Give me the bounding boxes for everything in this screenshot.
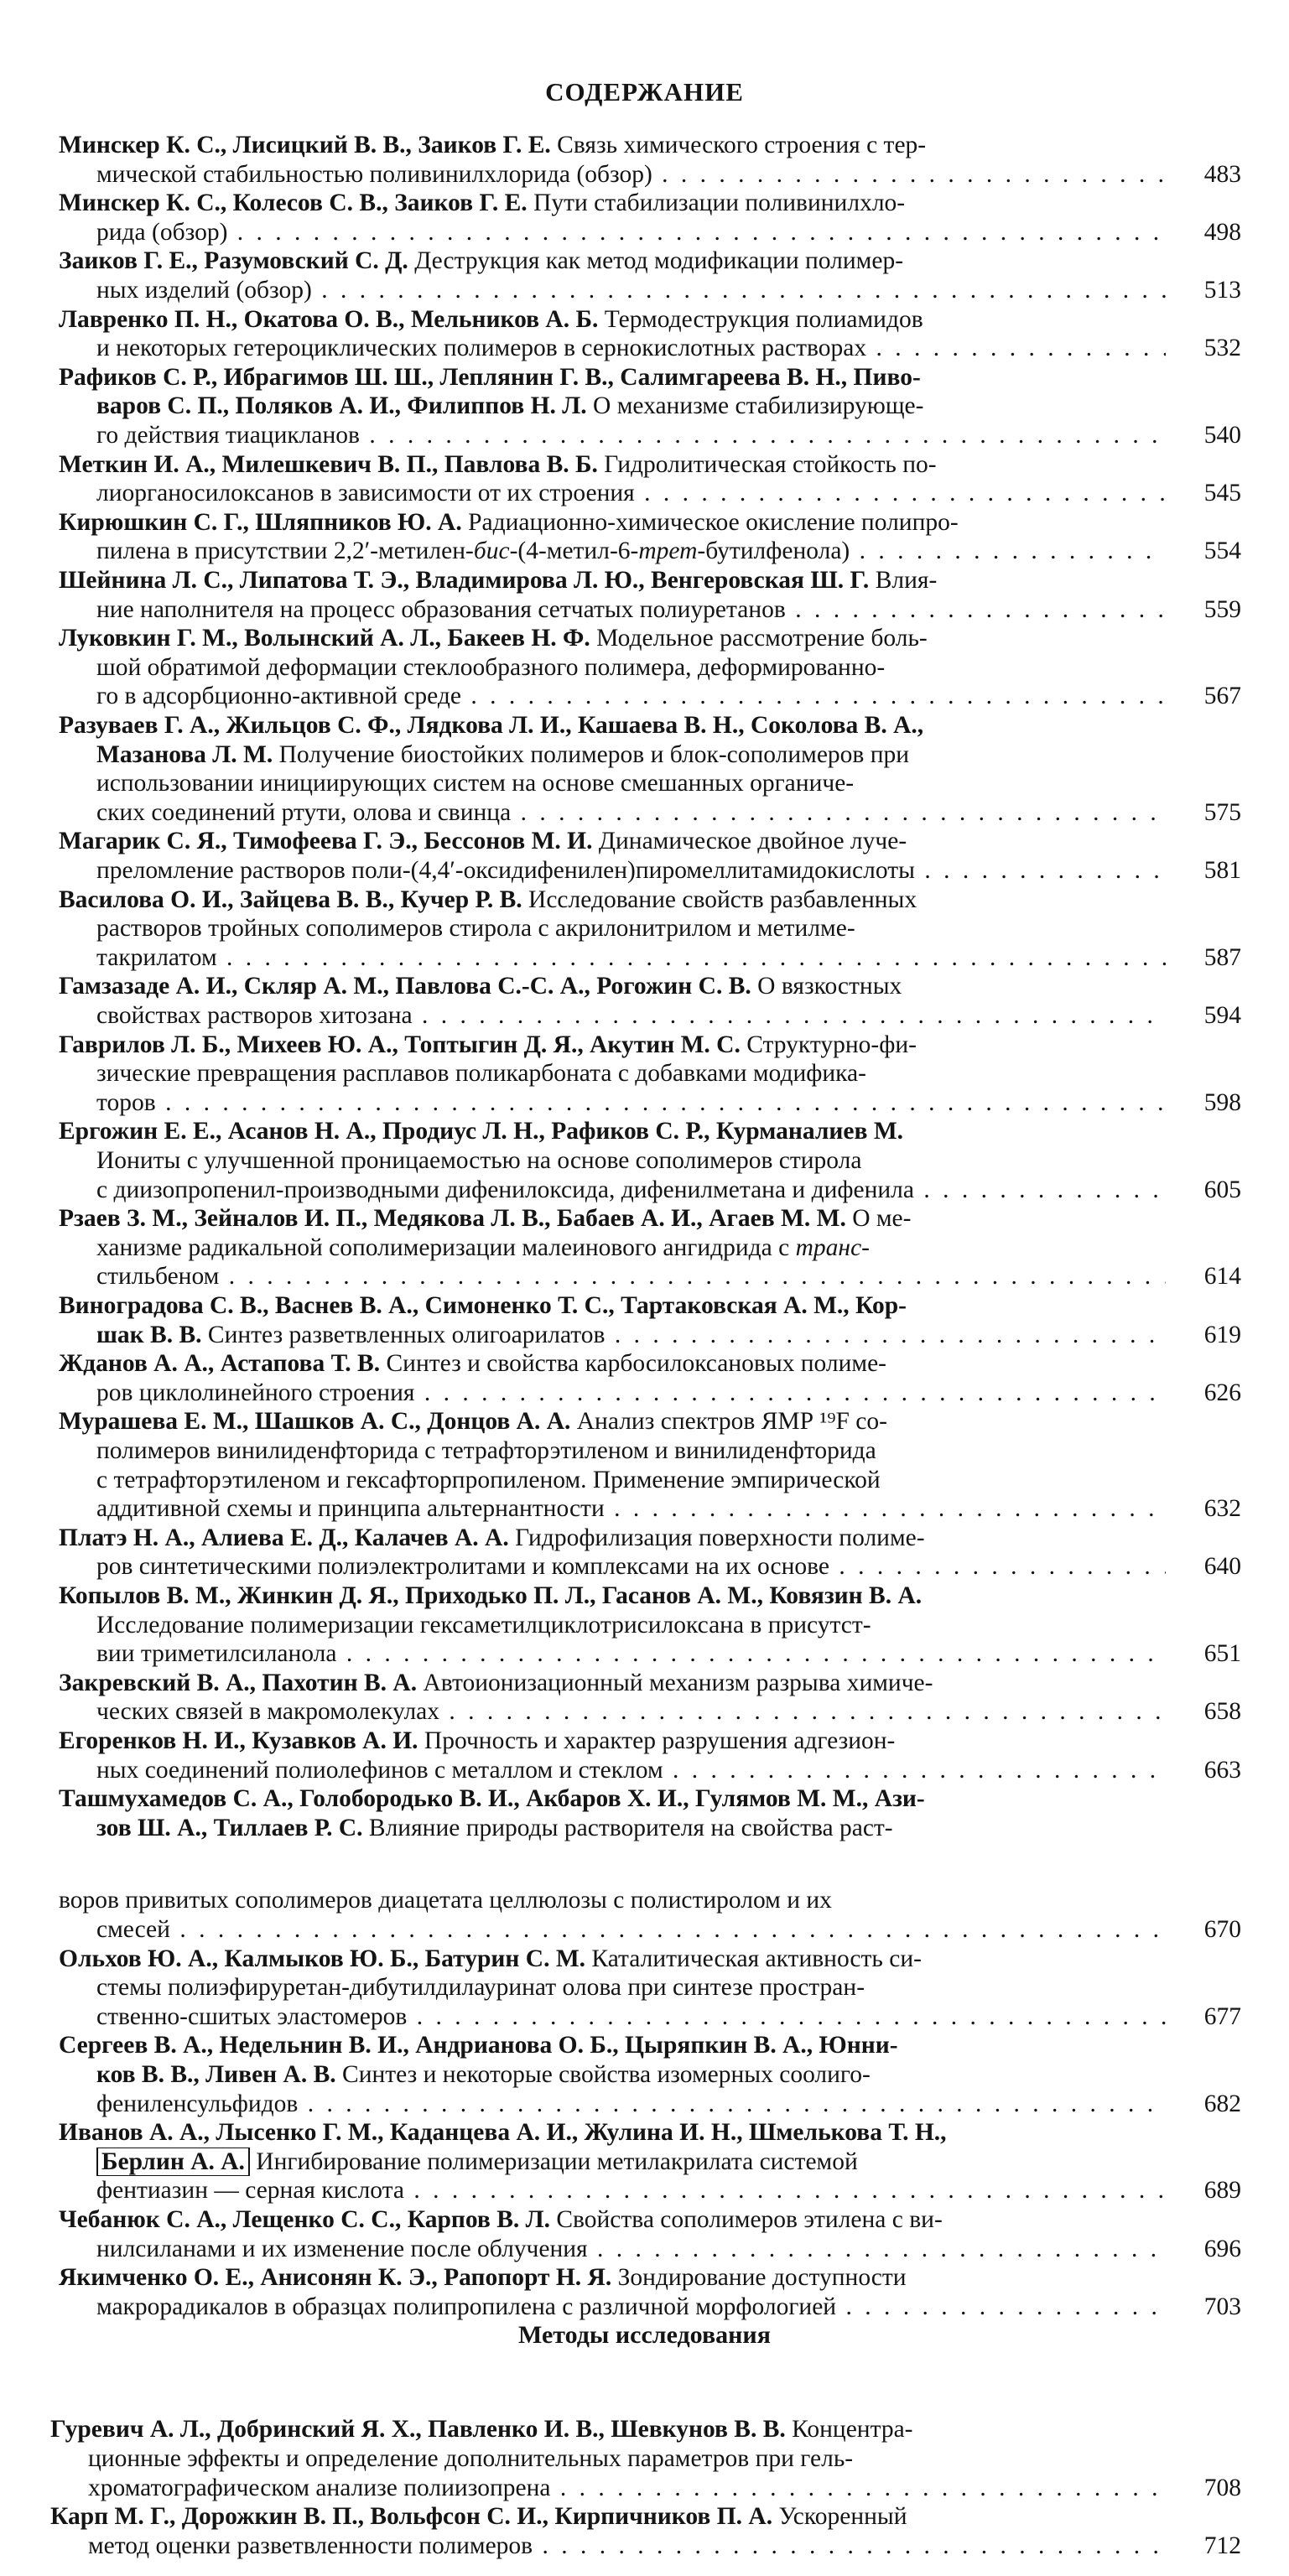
toc-line: [96, 1973, 1166, 2002]
toc-line: [88, 2532, 1166, 2560]
toc-page-number: 689: [1203, 2177, 1241, 2204]
toc-title-text: Исследование полимеризации гексаметилциклотрисилоксана в присутст-: [96, 1612, 871, 1639]
toc-line: [59, 305, 1166, 334]
toc-line: [59, 1784, 1166, 1813]
toc-line: [59, 2205, 1166, 2234]
toc-line: [96, 1233, 1166, 1262]
toc-line: [96, 2002, 1166, 2031]
toc-authors: Гамзазаде А. И., Скляр А. М., Павлова С.-С. А., Рогожин С. В.: [59, 973, 751, 1000]
toc-page-number: 640: [1203, 1553, 1241, 1580]
toc-authors: Рзаев З. М., Зейналов И. П., Медякова Л. В., Бабаев А. И., Агаев М. М.: [59, 1205, 846, 1232]
toc-title-text: мической стабильностью поливинилхлорида (обзор): [96, 161, 652, 188]
toc-title-text: Влияние природы растворителя на свойства раст-: [362, 1815, 893, 1841]
toc-authors: Жданов А. А., Астапова Т. В.: [59, 1350, 381, 1377]
toc-page-number: 632: [1203, 1495, 1241, 1522]
toc-line: [59, 1117, 1166, 1145]
toc-title-text: стемы полиэфируретан-дибутилдилауринат олова при синтезе простран-: [96, 1974, 865, 2001]
toc-authors: Сергеев В. А., Недельнин В. И., Андрианова О. Б., Цыряпкин В. А., Юнни-: [59, 2032, 898, 2059]
toc-title-text: го в адсорбционно-активной среде: [96, 683, 461, 709]
toc-line: [59, 1727, 1166, 1755]
toc-page-number: 670: [1203, 1916, 1241, 1943]
toc-line: [96, 2148, 1166, 2176]
toc-page-number: 703: [1203, 2293, 1241, 2320]
toc-title-text: Модельное рассмотрение боль-: [590, 625, 928, 652]
toc-line: [96, 218, 1166, 247]
toc-authors: Минскер К. С., Лисицкий В. В., Заиков Г. Е.: [59, 132, 551, 158]
toc-line: [59, 1204, 1166, 1233]
toc-line: [96, 798, 1166, 827]
section-heading: Методы исследования: [518, 2321, 771, 2349]
toc-authors: Чебанюк С. А., Лещенко С. С., Карпов В. Л.: [59, 2206, 550, 2233]
toc-page-number: 696: [1203, 2236, 1241, 2262]
toc-authors: Мазанова Л. М.: [96, 741, 273, 768]
toc-title-text: с тетрафторэтиленом и гексафторпропиленом. Применение эмпирической: [96, 1467, 881, 1493]
toc-line: [96, 1379, 1166, 1407]
toc-line: [96, 2176, 1166, 2205]
toc-title-text: растворов тройных сополимеров стирола с акрилонитрилом и метилме-: [96, 915, 855, 942]
toc-line: [59, 189, 1166, 217]
toc-title-text: ных соединений полиолефинов с металлом и стеклом: [96, 1757, 663, 1784]
toc-authors: Егоренков Н. И., Кузавков А. И.: [59, 1727, 418, 1754]
toc-title-text: ханизме радикальной сополимеризации малеинового ангидрида с: [96, 1234, 796, 1261]
toc-page-number: 575: [1203, 799, 1241, 826]
toc-authors: Луковкин Г. М., Волынский А. Л., Бакеев Н. Ф.: [59, 625, 590, 652]
toc-title-text: Радиационно-химическое окисление полипро-: [461, 509, 959, 536]
toc-authors: Карп М. Г., Дорожкин В. П., Вольфсон С. И., Кирпичников П. А.: [50, 2503, 773, 2530]
toc-authors: Заиков Г. Е., Разумовский С. Д.: [59, 247, 408, 274]
toc-title-text: ние наполнителя на процесс образования сетчатых полиуретанов: [96, 596, 786, 623]
toc-line: [59, 1407, 1166, 1436]
toc-title-text: -: [861, 1234, 870, 1261]
toc-line: [96, 1436, 1166, 1465]
toc-page-number: 581: [1203, 857, 1241, 884]
toc-authors: Ергожин Е. Е., Асанов Н. А., Продиус Л. Н., Рафиков С. Р., Курманалиев М.: [59, 1118, 904, 1145]
toc-authors: Якимченко О. Е., Анисонян К. Э., Рапопорт Н. Я.: [59, 2264, 612, 2291]
toc-line: [59, 1945, 1166, 1973]
toc-line: [96, 421, 1166, 449]
toc-authors: Ольхов Ю. А., Калмыков Ю. Б., Батурин С. М.: [59, 1945, 586, 1972]
toc-title-text: Синтез и свойства карбосилоксановых полиме-: [380, 1350, 887, 1377]
toc-page-number: 708: [1203, 2475, 1241, 2501]
toc-line: [96, 1059, 1166, 1088]
toc-page-number: 626: [1203, 1379, 1241, 1406]
toc-line: [96, 2235, 1166, 2263]
toc-line: [96, 1915, 1166, 1944]
toc-authors: шак В. В.: [96, 1322, 202, 1348]
toc-authors: Гаврилов Л. Б., Михеев Ю. А., Топтыгин Д. Я., Акутин М. С.: [59, 1031, 741, 1058]
toc-line: [59, 363, 1166, 392]
toc-title-text: фениленсульфидов: [96, 2090, 299, 2117]
toc-title-text: О механизме стабилизирующе-: [586, 392, 924, 419]
toc-line: [96, 1697, 1166, 1726]
toc-line: [59, 247, 1166, 275]
toc-page-number: 554: [1203, 538, 1241, 564]
toc-line: [59, 1581, 1166, 1610]
toc-title-text: с диизопропенил-производными дифенилоксида, дифенилметана и дифенила: [96, 1176, 914, 1203]
toc-page-number: 483: [1203, 161, 1241, 188]
toc-authors: Минскер К. С., Колесов С. В., Заиков Г. Е.: [59, 190, 528, 216]
toc-line: [96, 1756, 1166, 1784]
toc-page-number: 545: [1203, 480, 1241, 506]
toc-title-text: го действия тиацикланов: [96, 422, 360, 449]
toc-line: [96, 479, 1166, 507]
toc-line: [59, 450, 1166, 479]
toc-authors: варов С. П., Поляков А. И., Филиппов Н. Л.: [96, 392, 587, 419]
toc-title-text: ров циклолинейного строения: [96, 1379, 415, 1406]
toc-line: [96, 1321, 1166, 1349]
toc-page-number: 559: [1203, 596, 1241, 623]
toc-title-text: О вязкостных: [751, 973, 902, 1000]
toc-title-text: лиорганосилоксанов в зависимости от их строения: [96, 480, 635, 506]
toc-page-number: 619: [1203, 1322, 1241, 1348]
toc-title-text: Свойства сополимеров этилена с ви-: [549, 2206, 943, 2233]
toc-line: [59, 2031, 1166, 2059]
toc-page-number: 587: [1203, 944, 1241, 971]
toc-line: [59, 1669, 1166, 1697]
toc-title-text: ственно-сшитых эластомеров: [96, 2003, 408, 2030]
toc-title-text: фентиазин — серная кислота: [96, 2177, 405, 2204]
toc-authors: Василова О. И., Зайцева В. В., Кучер Р. В.: [59, 886, 522, 913]
toc-title-text: и некоторых гетероциклических полимеров в сернокислотных растворах: [96, 335, 867, 361]
toc-line: [59, 566, 1166, 595]
toc-title-text: макрорадикалов в образцах полипропилена с различной морфологией: [96, 2293, 837, 2320]
toc-authors: Копылов В. М., Жинкин Д. Я., Приходько П. Л., Гасанов А. М., Ковязин В. А.: [59, 1582, 923, 1609]
toc-authors: Закревский В. А., Пахотин В. А.: [59, 1670, 418, 1696]
toc-line: [96, 1001, 1166, 1030]
toc-title-text: транс: [795, 1234, 862, 1261]
toc-line: [96, 1466, 1166, 1494]
toc-title-text: -бутилфенола): [697, 538, 850, 564]
toc-line: [96, 392, 1166, 420]
toc-authors: Рафиков С. Р., Ибрагимов Ш. Ш., Леплянин Г. В., Салимгареева В. Н., Пиво-: [59, 364, 921, 391]
toc-authors: Ташмухамедов С. А., Голобородько В. И., Акбаров Х. И., Гулямов М. М., Ази-: [59, 1785, 925, 1812]
toc-line: [96, 769, 1166, 797]
toc-page-number: 712: [1203, 2532, 1241, 2559]
toc-line: [96, 682, 1166, 710]
toc-line: [96, 914, 1166, 943]
toc-authors: Иванов А. А., Лысенко Г. М., Каданцева А. И., Жулина И. Н., Шмелькова Т. Н.,: [59, 2119, 947, 2146]
toc-line: [96, 1639, 1166, 1668]
toc-title-text: Анализ спектров ЯМР ¹⁹F со-: [570, 1408, 887, 1435]
toc-authors: Меткин И. А., Милешкевич В. П., Павлова В. Б.: [59, 451, 598, 478]
toc-title-text: Прочность и характер разрушения адгезион-: [418, 1727, 896, 1754]
toc-line: [96, 334, 1166, 362]
toc-page-number: 677: [1203, 2003, 1241, 2030]
toc-line: [96, 1262, 1166, 1291]
toc-line: [96, 276, 1166, 304]
toc-title-text: Гидрофилизация поверхности полиме-: [508, 1524, 925, 1551]
toc-line: [59, 1524, 1166, 1552]
toc-title-text: зические превращения расплавов поликарбоната с добавками модифика-: [96, 1060, 866, 1087]
toc-authors: Разуваев Г. А., Жильцов С. Ф., Лядкова Л. И., Кашаева В. Н., Соколова В. А.,: [59, 712, 924, 739]
page-title: СОДЕРЖАНИЕ: [545, 77, 744, 106]
toc-title-text: смесей: [96, 1916, 170, 1943]
toc-line: [59, 827, 1166, 855]
toc-line: [50, 2502, 1166, 2531]
toc-title-text: воров привитых сополимеров диацетата целлюлозы с полистиролом и их: [59, 1887, 832, 1914]
toc-line: [59, 2118, 1166, 2147]
toc-line: [96, 595, 1166, 624]
toc-title-text: полимеров винилиденфторида с тетрафторэтиленом и винилиденфторида: [96, 1437, 876, 1464]
toc-title-text: шой обратимой деформации стеклообразного полимера, деформированно-: [96, 654, 886, 681]
toc-title-text: Каталитическая активность си-: [585, 1945, 922, 1972]
toc-title-text: Концентра-: [785, 2416, 913, 2443]
toc-authors: Магарик С. Я., Тимофеева Г. Э., Бессонов М. И.: [59, 828, 593, 854]
toc-title-text: Ускоренный: [772, 2503, 907, 2530]
toc-authors: зов Ш. А., Тиллаев Р. С.: [96, 1815, 363, 1841]
toc-page-number: 532: [1203, 335, 1241, 361]
toc-line: [50, 2415, 1166, 2444]
toc-title-text: Гидролитическая стойкость по-: [597, 451, 937, 478]
toc-line: [59, 1031, 1166, 1059]
toc-page-number: 598: [1203, 1089, 1241, 1116]
toc-title-text: Динамическое двойное луче-: [592, 828, 907, 854]
toc-title-text: Пути стабилизации поливинилхло-: [527, 190, 906, 216]
toc-title-text: аддитивной схемы и принципа альтернантности: [96, 1495, 605, 1522]
toc-title-text: Иониты с улучшенной проницаемостью на основе сополимеров стирола: [96, 1147, 862, 1174]
toc-title-text: Синтез и некоторые свойства изомерных соолиго-: [335, 2061, 871, 2088]
toc-title-text: трет: [638, 538, 698, 564]
toc-title-text: нилсиланами и их изменение после облучения: [96, 2236, 588, 2262]
toc-page-number: 658: [1203, 1698, 1241, 1725]
toc-line: [59, 972, 1166, 1000]
toc-title-text: ров синтетическими полиэлектролитами и комплексами на их основе: [96, 1553, 829, 1580]
toc-page-number: 614: [1203, 1263, 1241, 1290]
toc-line: [96, 537, 1166, 565]
toc-title-text: пилена в присутствии 2,2′-метилен-: [96, 538, 474, 564]
toc-line: [59, 1291, 1166, 1320]
toc-line: [59, 1886, 1166, 1914]
toc-title-text: торов: [96, 1089, 156, 1116]
toc-page-number: 540: [1203, 422, 1241, 449]
toc-title-text: Структурно-фи-: [740, 1031, 917, 1058]
toc-line: [59, 886, 1166, 914]
toc-authors: Шейнина Л. С., Липатова Т. Э., Владимирова Л. Ю., Венгеровская Ш. Г.: [59, 567, 870, 594]
toc-authors: Виноградова С. В., Васнев В. А., Симоненко Т. С., Тартаковская А. М., Кор-: [59, 1292, 907, 1319]
toc-title-text: ских соединений ртути, олова и свинца: [96, 799, 512, 826]
toc-title-text: Связь химического строения с тер-: [550, 132, 927, 158]
toc-title-text: Влия-: [869, 567, 938, 594]
toc-authors: Платэ Н. А., Алиева Е. Д., Калачев А. А.: [59, 1524, 509, 1551]
toc-title-text: ционные эффекты и определение дополнительных параметров при гель-: [88, 2445, 854, 2472]
toc-title-text: преломление растворов поли-(4,4′-оксидифенилен)пиромеллитамидокислоты: [96, 857, 915, 884]
toc-title-text: Деструкция как метод модификации полимер-: [408, 247, 904, 274]
toc-line: [59, 1349, 1166, 1378]
toc-line: [59, 2263, 1166, 2292]
toc-line: [96, 160, 1166, 189]
toc-page-number: 567: [1203, 683, 1241, 709]
toc-line: [96, 2060, 1166, 2089]
toc-authors: Гуревич А. Л., Добринский Я. Х., Павленко И. В., Шевкунов В. В.: [50, 2416, 786, 2443]
toc-authors: Лавренко П. Н., Окатова О. В., Мельников А. Б.: [59, 306, 599, 333]
toc-title-text: бис: [473, 538, 510, 564]
toc-authors: Кирюшкин С. Г., Шляпников Ю. А.: [59, 509, 462, 536]
toc-title-text: Синтез разветвленных олигоарилатов: [201, 1322, 606, 1348]
toc-title-text: О ме-: [845, 1205, 912, 1232]
toc-title-text: Ингибирование полимеризации метилакрилата системой: [249, 2148, 858, 2175]
toc-line: [59, 711, 1166, 740]
toc-title-text: Зондирование доступности: [611, 2264, 907, 2291]
toc-line: [59, 624, 1166, 652]
toc-title-text: ческих связей в макромолекулах: [96, 1698, 440, 1725]
toc-line: [88, 2474, 1166, 2502]
toc-line: [96, 653, 1166, 682]
toc-page-number: 651: [1203, 1640, 1241, 1667]
toc-line: [96, 2090, 1166, 2118]
toc-page-number: 682: [1203, 2090, 1241, 2117]
toc-title-text: такрилатом: [96, 944, 217, 971]
toc-line: [59, 131, 1166, 159]
toc-line: [96, 2293, 1166, 2321]
toc-title-text: Получение биостойких полимеров и блок-сополимеров при: [273, 741, 910, 768]
toc-title-text: стильбеном: [96, 1263, 220, 1290]
toc-authors: Мурашева Е. М., Шашков А. С., Донцов А. А.: [59, 1408, 571, 1435]
toc-title-text: вии триметилсиланола: [96, 1640, 337, 1667]
toc-authors: Берлин А. А.: [96, 2148, 250, 2176]
toc-page-number: 498: [1203, 219, 1241, 246]
toc-line: [96, 1494, 1166, 1523]
toc-line: [96, 1611, 1166, 1639]
toc-title-text: -(4-метил-6-: [509, 538, 639, 564]
toc-page-number: 663: [1203, 1757, 1241, 1784]
toc-line: [96, 1552, 1166, 1581]
toc-page-number: 594: [1203, 1002, 1241, 1029]
toc-page-number: 605: [1203, 1176, 1241, 1203]
toc-title-text: свойствах растворов хитозана: [96, 1002, 413, 1029]
toc-line: [96, 1814, 1166, 1842]
toc-line: [96, 1146, 1166, 1175]
toc-line: [96, 740, 1166, 769]
toc-line: [96, 1088, 1166, 1117]
toc-title-text: использовании инициирующих систем на основе смешанных органиче-: [96, 770, 855, 797]
toc-title-text: хроматографическом анализе полиизопрена: [88, 2475, 551, 2501]
toc-line: [88, 2444, 1166, 2473]
toc-title-text: Исследование свойств разбавленных: [522, 886, 917, 913]
toc-title-text: Автоионизационный механизм разрыва химиче-: [417, 1670, 933, 1696]
toc-line: [96, 1176, 1166, 1204]
toc-title-text: ных изделий (обзор): [96, 277, 312, 304]
toc-line: [96, 943, 1166, 972]
toc-page-number: 513: [1203, 277, 1241, 304]
toc-line: [59, 508, 1166, 537]
toc-authors: ков В. В., Ливен А. В.: [96, 2061, 336, 2088]
toc-title-text: Термодеструкция полиамидов: [598, 306, 923, 333]
toc-line: [96, 856, 1166, 885]
toc-title-text: метод оценки разветвленности полимеров: [88, 2532, 533, 2559]
toc-title-text: рида (обзор): [96, 219, 228, 246]
